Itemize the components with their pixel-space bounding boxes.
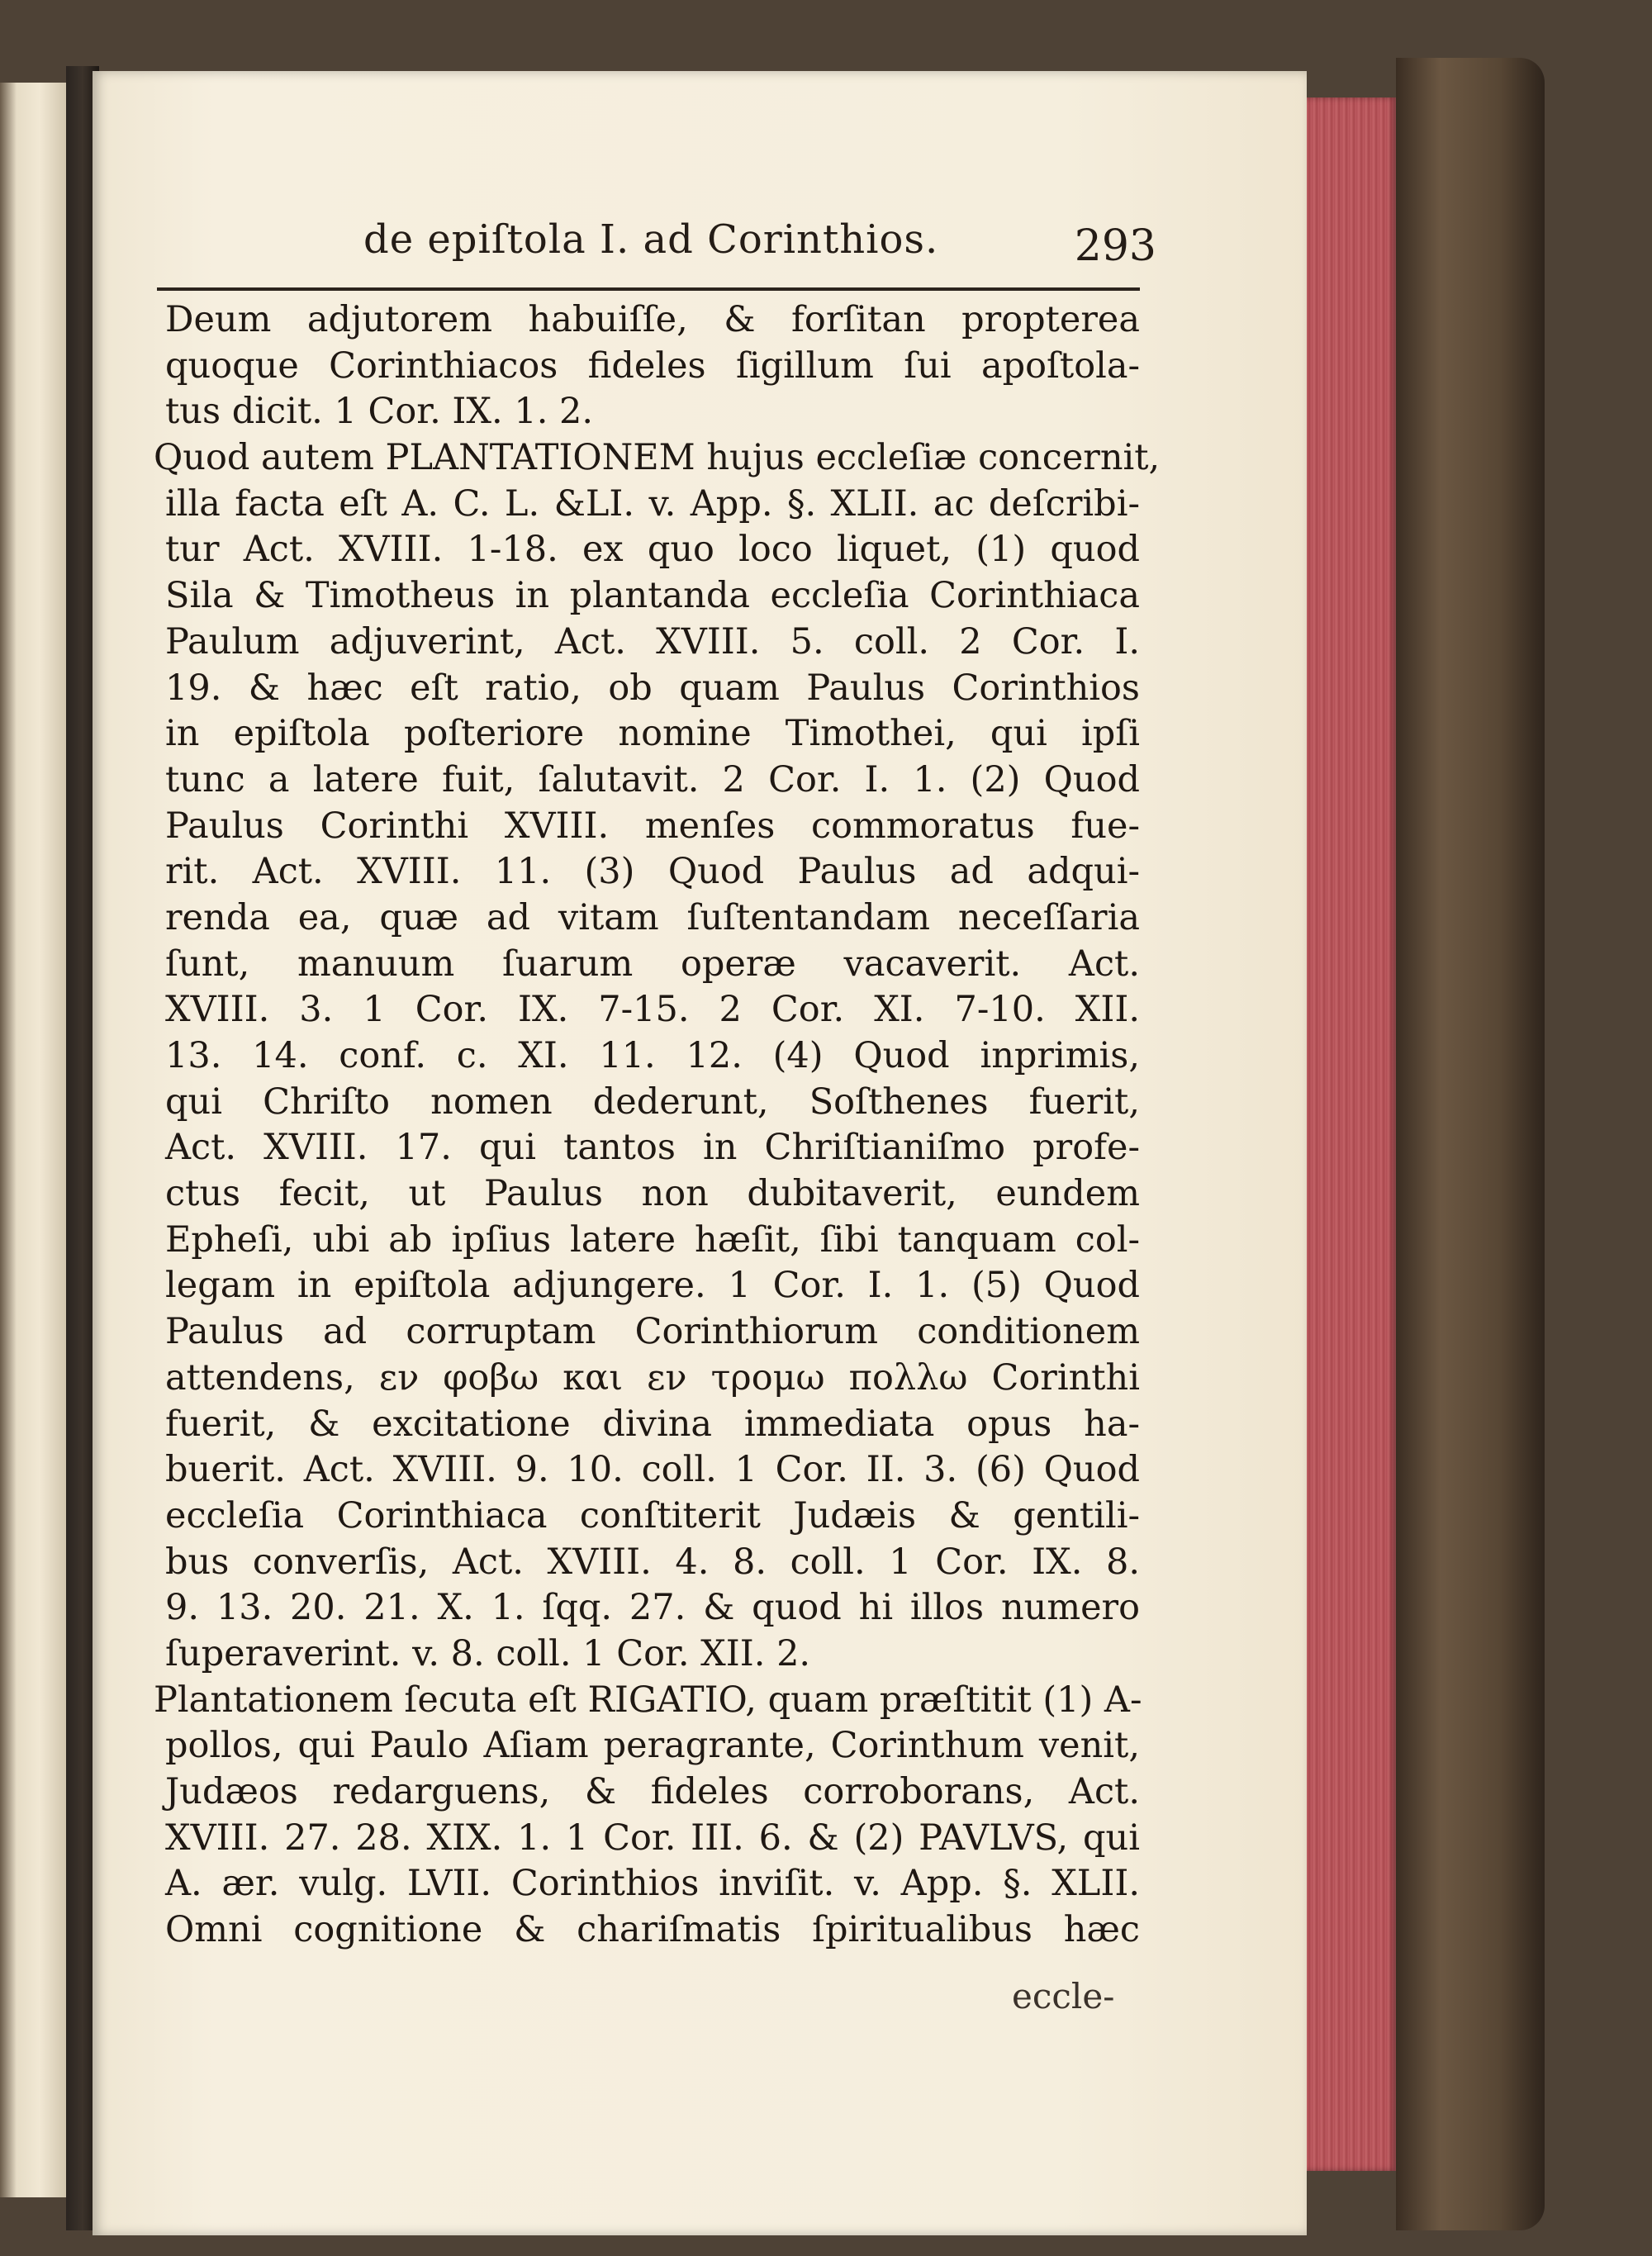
text-line: A. ær. vulg. LVII. Corinthios inviſit. v. App. §. XLII.	[165, 1863, 1140, 1905]
text-line: Paulum adjuverint, Act. XVIII. 5. coll. 2 Cor. I.	[165, 620, 1140, 663]
text-line: bus converſis, Act. XVIII. 4. 8. coll. 1 Cor. IX. 8.	[165, 1541, 1140, 1583]
text-line: Epheſi, ubi ab ipſius latere hæſit, ſibi tanquam col-	[165, 1218, 1140, 1261]
text-line: Plantationem ſecuta eſt RIGATIO, quam præſtitit (1) A-	[154, 1679, 1142, 1721]
body-text	[154, 297, 1161, 1954]
text-line: tunc a latere fuit, ſalutavit. 2 Cor. I. 1. (2) Quod	[165, 758, 1140, 800]
text-line: Deum adjutorem habuiſſe, & forſitan propterea	[165, 299, 1140, 340]
text-line: rit. Act. XVIII. 11. (3) Quod Paulus ad adqui-	[165, 851, 1140, 893]
text-line: tur Act. XVIII. 1-18. ex quo loco liquet, (1) quod	[165, 529, 1140, 571]
text-line: ſunt, manuum ſuarum operæ vacaverit. Act.	[165, 943, 1140, 985]
text-line: XVIII. 3. 1 Cor. IX. 7-15. 2 Cor. XI. 7-10. XII.	[165, 989, 1140, 1031]
text-line: Act. XVIII. 17. qui tantos in Chriſtianiſmo profe-	[165, 1127, 1140, 1169]
text-line: eccleſia Corinthiaca conſtiterit Judæis & gentili-	[165, 1494, 1140, 1536]
text-line: Omni cognitione & chariſmatis ſpiritualibus hæc	[165, 1909, 1140, 1951]
text-line: tus dicit. 1 Cor. IX. 1. 2.	[165, 391, 594, 433]
text-line: fuerit, & excitatione divina immediata opus ha-	[165, 1403, 1140, 1445]
text-line: qui Chriſto nomen dederunt, Soſthenes fuerit,	[165, 1081, 1140, 1123]
text-line: Sila & Timotheus in plantanda eccleſia Corinthiaca	[165, 575, 1140, 617]
text-line: illa facta eſt A. C. L. &LI. v. App. §. XLII. ac deſcribi-	[165, 482, 1140, 525]
text-line: 9. 13. 20. 21. X. 1. ſqq. 27. & quod hi illos numero	[165, 1587, 1140, 1629]
text-line: attendens, εν φοβω και εν τρομω πολλω Corinthi	[165, 1356, 1140, 1399]
left-page-edge	[0, 83, 66, 2197]
text-line: Judæos redarguens, & fideles corroborans, Act.	[165, 1771, 1140, 1812]
text-line: ſuperaverint. v. 8. coll. 1 Cor. XII. 2.	[165, 1632, 811, 1674]
text-line: in epiſtola poſteriore nomine Timothei, qui ipſi	[165, 713, 1140, 755]
text-line: XVIII. 27. 28. XIX. 1. 1 Cor. III. 6. & (2) PAVLVS, qui	[165, 1817, 1140, 1859]
text-line: 19. & hæc eſt ratio, ob quam Paulus Corinthios	[165, 667, 1140, 709]
red-page-edges	[1297, 97, 1396, 2171]
text-line: buerit. Act. XVIII. 9. 10. coll. 1 Cor. II. 3. (6) Quod	[165, 1449, 1140, 1491]
text-line: 13. 14. conf. c. XI. 11. 12. (4) Quod inprimis,	[165, 1035, 1140, 1076]
catchword: eccle-	[1012, 1976, 1115, 2016]
header-rule	[157, 287, 1140, 291]
book-cover	[1396, 58, 1545, 2230]
text-line: Quod autem PLANTATIONEM hujus eccleſiæ concernit,	[154, 437, 1161, 479]
text-line: pollos, qui Paulo Aſiam peragrante, Corinthum venit,	[165, 1725, 1140, 1767]
text-line: quoque Corinthiacos fideles ſigillum ſui apoſtola-	[165, 344, 1140, 387]
page-number: 293	[1074, 221, 1156, 271]
page-header	[363, 216, 1156, 274]
text-line: Paulus ad corruptam Corinthiorum conditionem	[165, 1311, 1140, 1353]
running-title: de epiſtola I. ad Corinthios.	[363, 216, 939, 263]
text-line: ctus fecit, ut Paulus non dubitaverit, eundem	[165, 1173, 1140, 1215]
text-line: renda ea, quæ ad vitam ſuſtentandam neceſſaria	[165, 896, 1140, 938]
text-line: legam in epiſtola adjungere. 1 Cor. I. 1. (5) Quod	[165, 1265, 1140, 1307]
text-line: Paulus Corinthi XVIII. menſes commoratus fue-	[165, 805, 1140, 847]
